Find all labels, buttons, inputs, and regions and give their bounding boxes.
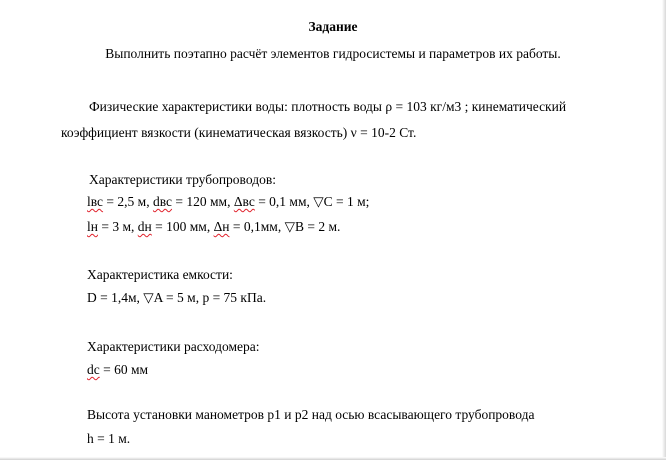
water-properties-line-1: Физические характеристики воды: плотность воды ρ = 103 кг/м3 ; кинематический <box>89 99 567 114</box>
flowmeter-diameter-value: = 60 мм <box>99 362 149 377</box>
manometer-text: Высота установки манометров p1 и p2 над осью всасывающего трубопровода <box>87 407 535 422</box>
pipe-pressure-diameter-symbol: dн <box>137 219 152 234</box>
pipe-suction-roughness-symbol: Δвс <box>233 194 255 209</box>
pipe-pressure-params <box>87 219 340 235</box>
pipe-pressure-diameter-value: = 100 мм, <box>151 219 214 234</box>
pipe-suction-diameter-symbol: dвс <box>152 194 173 209</box>
pipe-suction-length-value: = 2,5 м, <box>103 194 153 209</box>
task-statement: Выполнить поэтапно расчёт элементов гидросистемы и параметров их работы. <box>105 46 561 61</box>
pipe-suction-length-symbol: lвс <box>87 194 104 209</box>
water-properties-line-2: коэффициент вязкости (кинематическая вязкость) ν = 10-2 Ст. <box>61 125 417 140</box>
flowmeter-values <box>87 362 148 378</box>
pipe-pressure-length-symbol: lн <box>87 219 98 234</box>
manometer-value: h = 1 м. <box>87 431 131 446</box>
pipe-suction-diameter-value: = 120 мм, <box>172 194 234 209</box>
pipe-pressure-rest: = 0,1мм, ▽B = 2 м. <box>229 219 341 234</box>
pipe-suction-params <box>87 194 369 210</box>
pipe-pressure-length-value: = 3 м, <box>97 219 138 234</box>
pipes-heading: Характеристики трубопроводов: <box>89 172 276 187</box>
tank-values: D = 1,4м, ▽A = 5 м, p = 75 кПа. <box>87 290 267 305</box>
flowmeter-heading: Характеристики расходомера: <box>87 339 260 354</box>
flowmeter-diameter-symbol: dс <box>87 362 100 377</box>
page-edge-shadow-right <box>662 0 666 460</box>
pipe-suction-rest: = 0,1 мм, ▽C = 1 м; <box>254 194 370 209</box>
pipe-pressure-roughness-symbol: Δн <box>213 219 230 234</box>
document-title: Задание <box>308 19 358 34</box>
tank-heading: Характеристика емкости: <box>87 267 233 282</box>
